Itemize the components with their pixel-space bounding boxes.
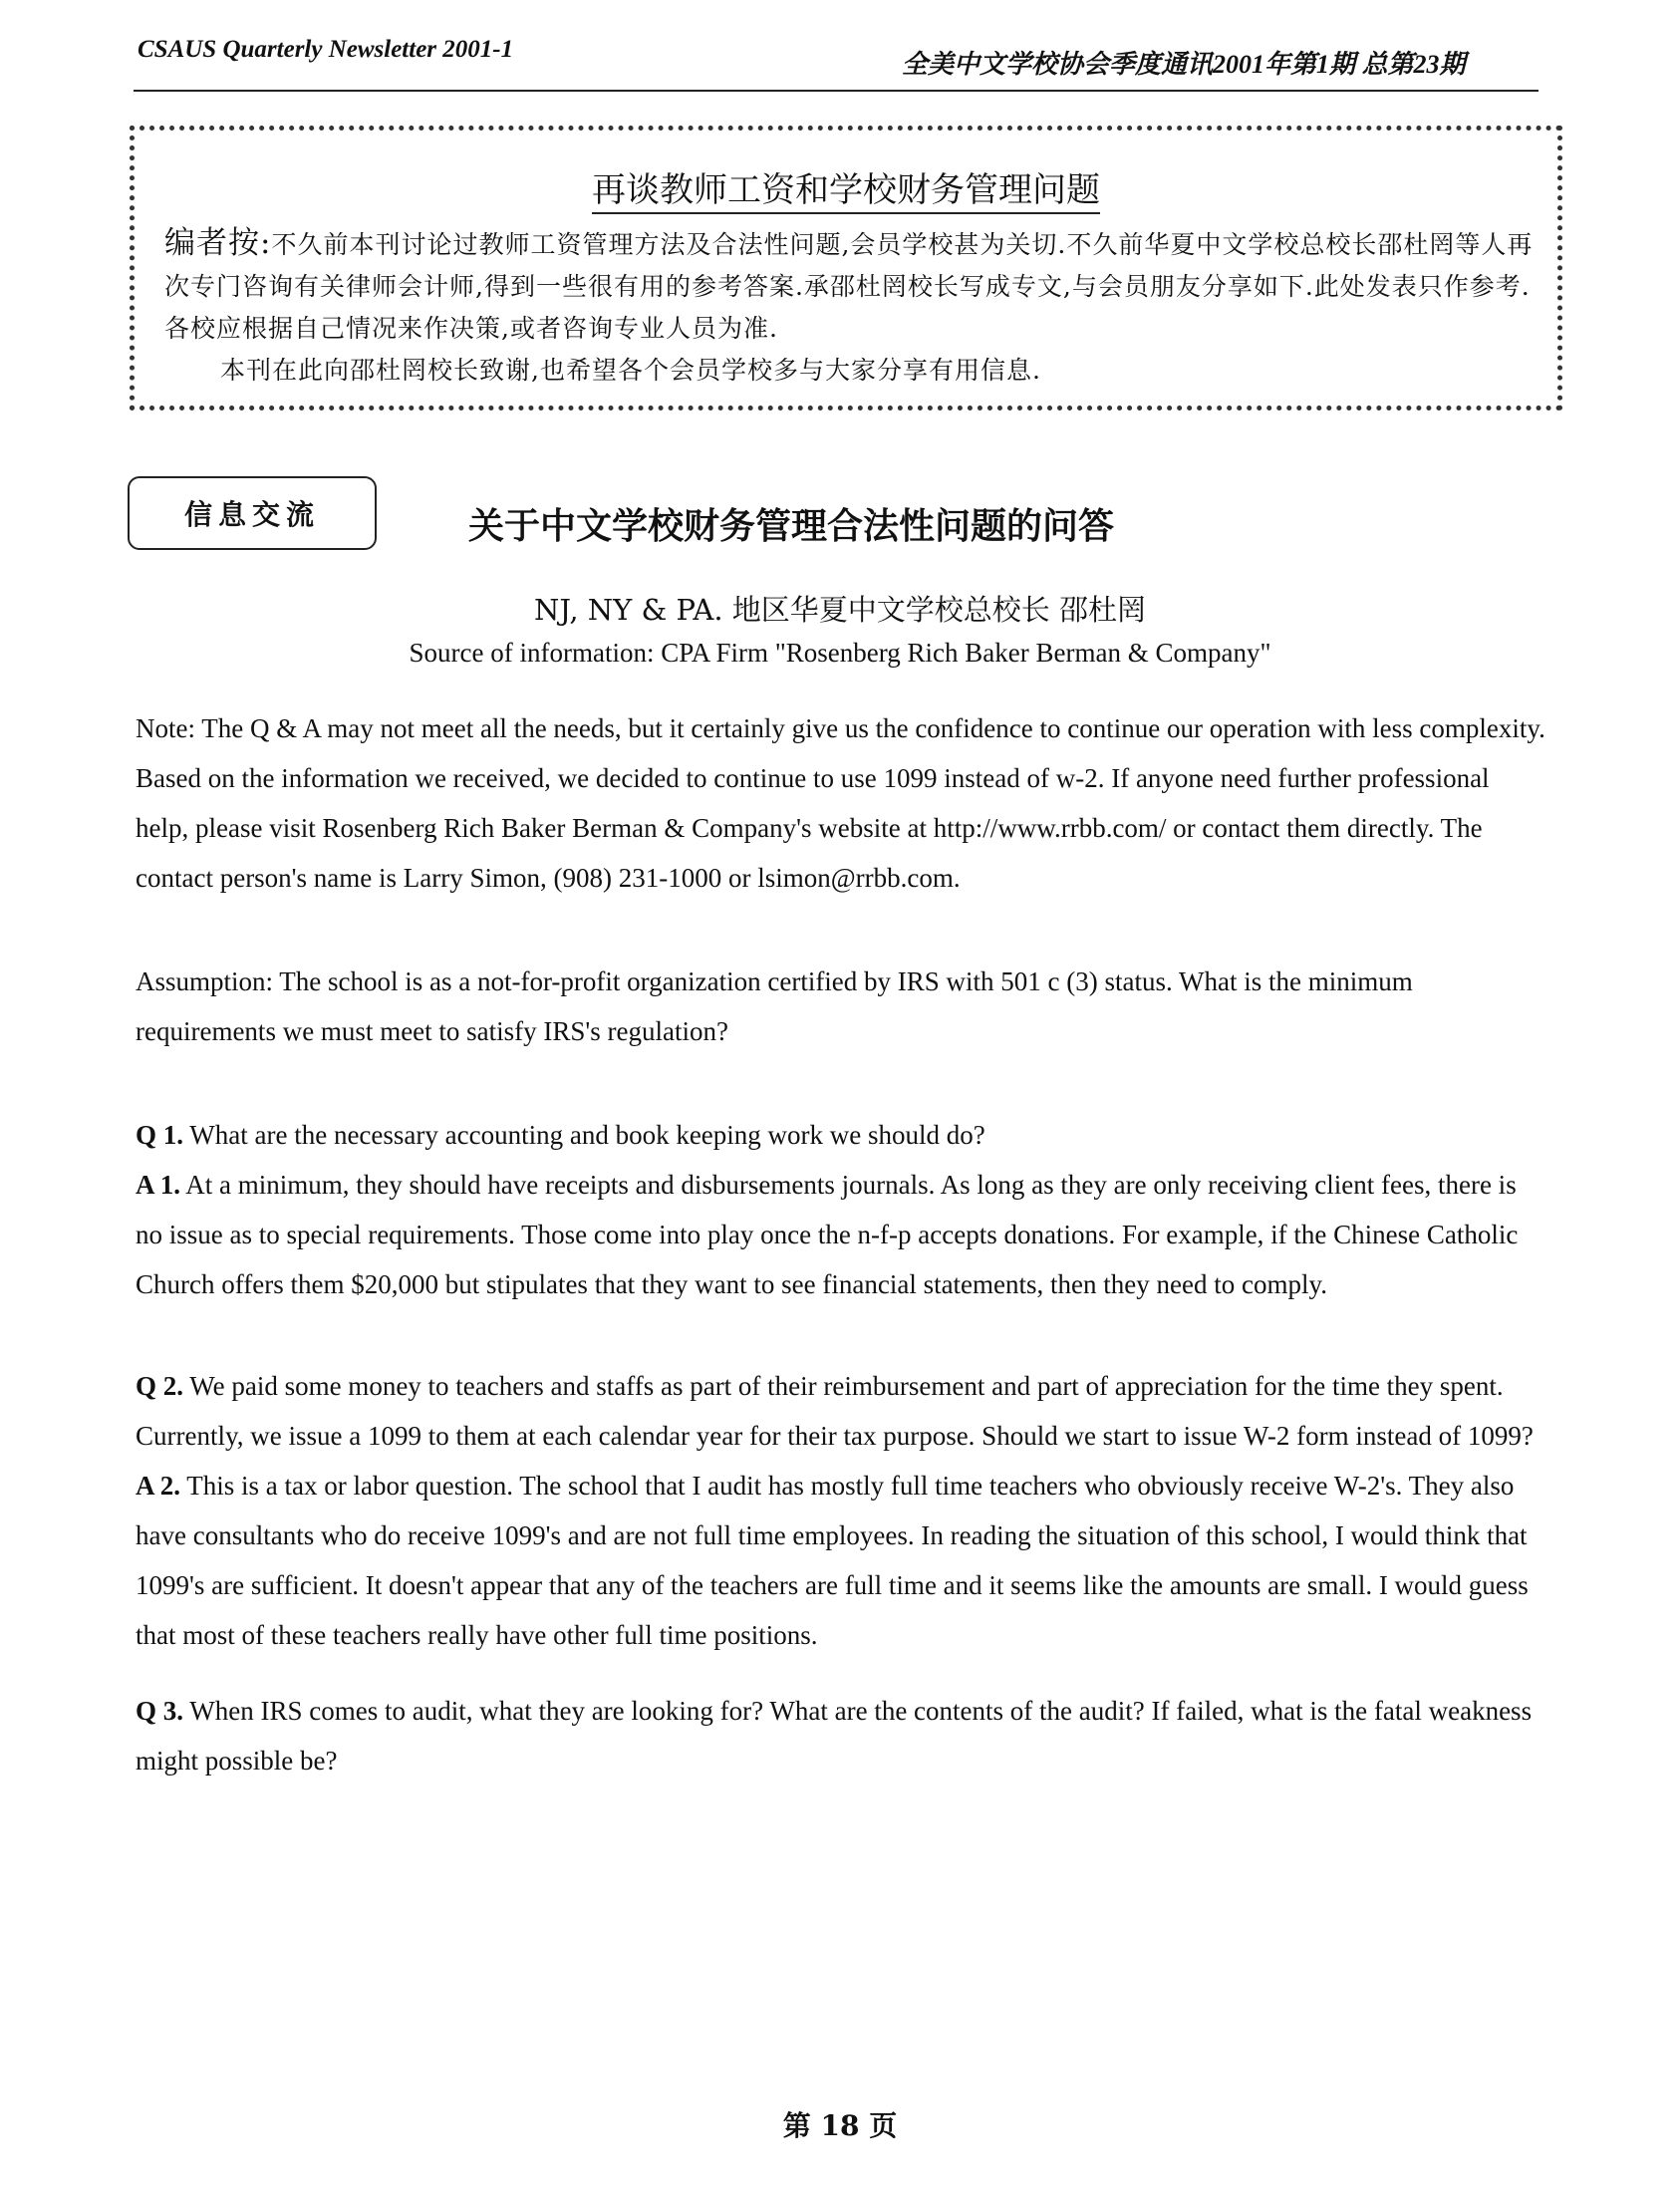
article-body <box>136 703 1548 1785</box>
answer-2-label: A 2. <box>136 1471 181 1501</box>
article-byline: NJ, NY & PA. 地区华夏中文学校总校长 邵杜罔 <box>534 593 1146 627</box>
editor-note-thanks: 本刊在此向邵杜罔校长致谢,也希望各个会员学校多与大家分享有用信息. <box>220 356 1041 385</box>
article-assumption: Assumption: The school is as a not-for-profit organization certified by IRS with 501 c (3) status. What is the minimum requirements we must meet to satisfy IRS's regulation? <box>136 966 1413 1046</box>
article-source: Source of information: CPA Firm "Rosenberg Rich Baker Berman & Company" <box>409 638 1271 668</box>
article-title: 关于中文学校财务管理合法性问题的问答 <box>468 506 1115 547</box>
editor-note-box <box>130 126 1562 411</box>
question-3-text: When IRS comes to audit, what they are looking for? What are the contents of the audit? If failed, what is the fatal weakness might possible be? <box>136 1696 1533 1776</box>
editor-note-text: 不久前本刊讨论过教师工资管理方法及合法性问题,会员学校甚为关切.不久前华夏中文学校总校长邵杜罔等人再次专门咨询有关律师会计师,得到一些很有用的参考答案.承邵杜罔校长写成专文,与会员朋友分享如下.此处发表只作参考.各校应根据自己情况来作决策,或者咨询专业人员为准. <box>164 230 1534 343</box>
question-1-text: What are the necessary accounting and book keeping work we should do? <box>183 1120 985 1150</box>
answer-2 <box>136 1461 1548 1660</box>
answer-1 <box>136 1160 1548 1309</box>
section-tag: 信息交流 <box>128 476 377 550</box>
question-3-label: Q 3. <box>136 1696 184 1726</box>
article-note: Note: The Q & A may not meet all the needs, but it certainly give us the confidence to continue our operation with less complexity. Based on the information we received, we decided to continue to use 1099 instead of w-2. If anyone need further professional help, please visit Rosenberg Rich Baker Berman & Company's website at http://www.rrbb.com/ or contact them directly. The contact person's name is Larry Simon, (908) 231-1000 or lsimon@rrbb.com. <box>136 713 1545 893</box>
header-divider <box>134 90 1539 92</box>
answer-1-text: At a minimum, they should have receipts and disbursements journals. As long as they are only receiving client fees, there is no issue as to special requirements. Those come into play once the n-f-p accepts donations. For example, if the Chinese Catholic Church offers them $20,000 but stipulates that they want to see financial statements, then they need to comply. <box>136 1170 1519 1299</box>
question-1-label: Q 1. <box>136 1120 184 1150</box>
page-number: 第 18 页 <box>782 2109 898 2142</box>
editor-note-title: 再谈教师工资和学校财务管理问题 <box>135 162 1557 211</box>
editor-note-body <box>164 222 1534 392</box>
newsletter-header-left: CSAUS Quarterly Newsletter 2001-1 <box>138 36 514 63</box>
question-2 <box>136 1361 1548 1461</box>
answer-2-text: This is a tax or labor question. The school that I audit has mostly full time teachers who obviously receive W-2's. They also have consultants who do receive 1099's and are not full time employees. In reading the situation of this school, I would think that 1099's are sufficient. It doesn't appear that any of the teachers are full time and it seems like the amounts are small. I would guess that most of these teachers really have other full time positions. <box>136 1471 1529 1650</box>
editor-note-lead: 编者按: <box>164 225 272 261</box>
answer-1-label: A 1. <box>136 1170 181 1200</box>
question-1 <box>136 1110 1548 1160</box>
newsletter-header-right: 全美中文学校协会季度通讯2001年第1期 总第23期 <box>902 50 1466 79</box>
question-3 <box>136 1686 1548 1785</box>
question-2-text: We paid some money to teachers and staffs as part of their reimbursement and part of appreciation for the time they spent. Currently, we issue a 1099 to them at each calendar year for their tax purpose. Should we start to issue W-2 form instead of 1099? <box>136 1371 1534 1451</box>
question-2-label: Q 2. <box>136 1371 184 1401</box>
